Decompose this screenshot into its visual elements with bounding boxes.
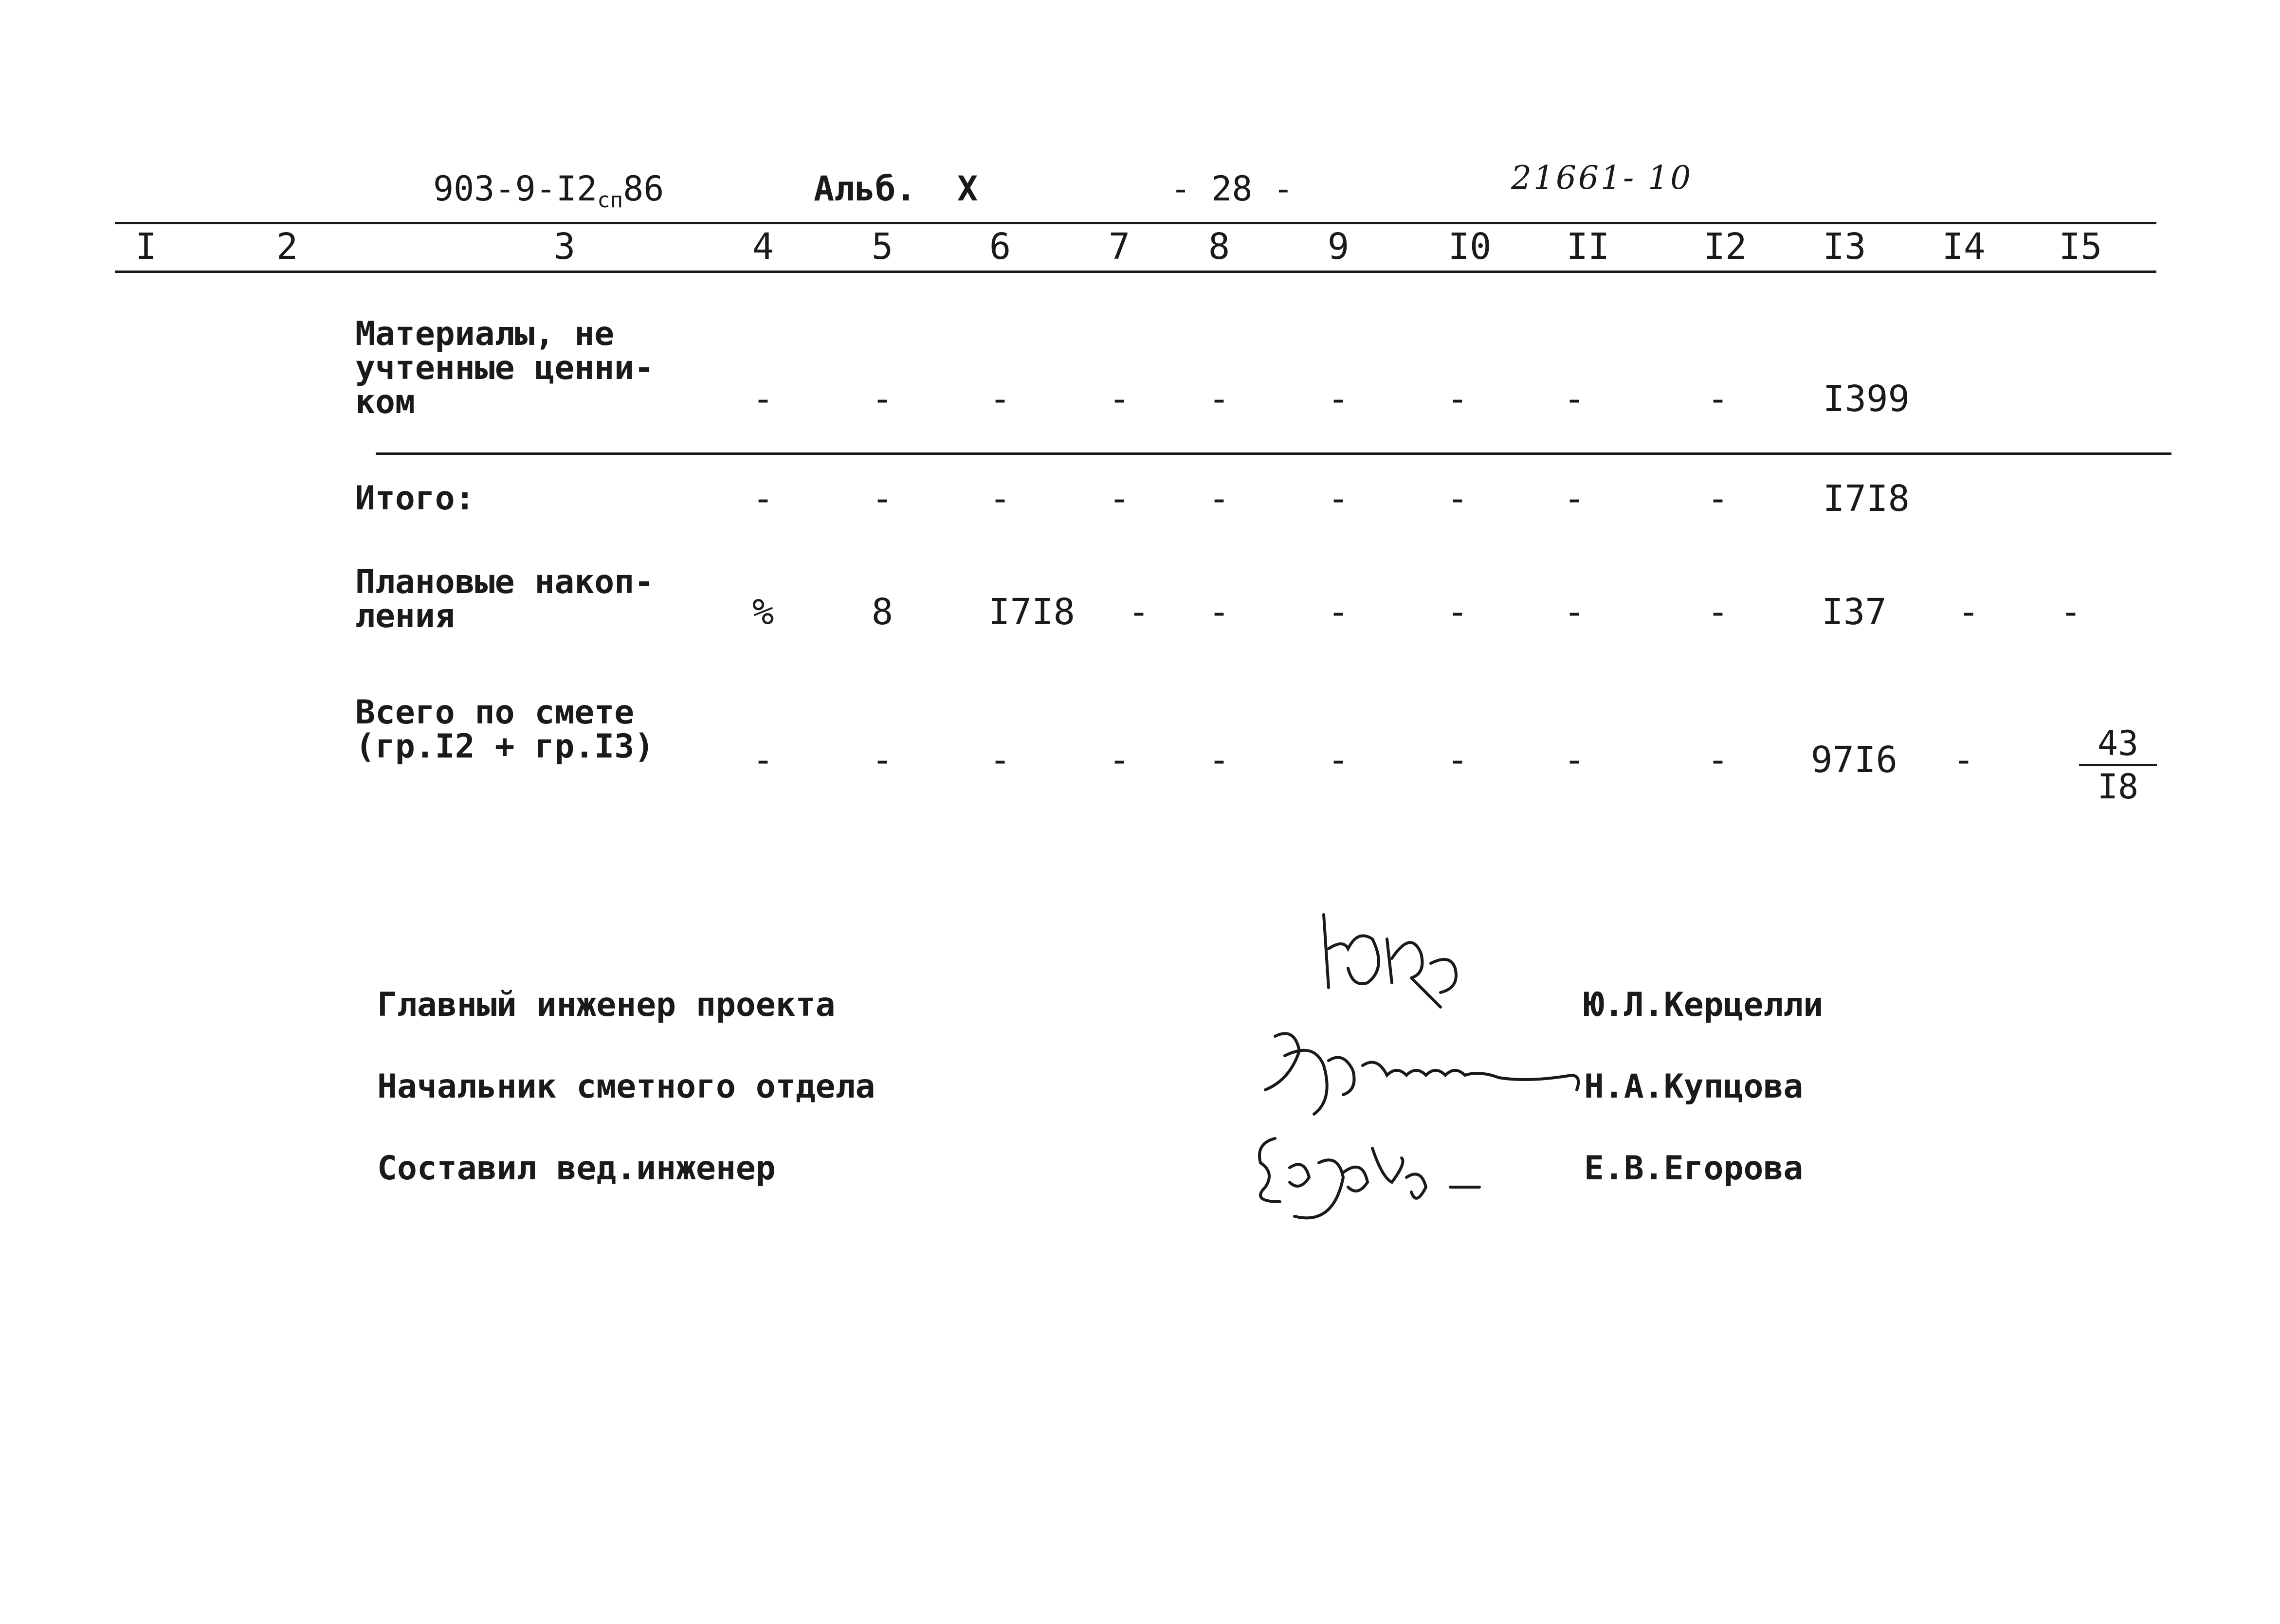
- page-number: - 28 -: [1170, 169, 1294, 209]
- table-cell: -: [1108, 478, 1131, 520]
- table-cell: -: [1563, 478, 1586, 520]
- signature-name-kertselli: Ю.Л.Керцелли: [1584, 986, 1824, 1024]
- table-cell: -: [871, 478, 894, 520]
- table-cell: -: [2060, 591, 2082, 633]
- table-cell: -: [1707, 591, 1729, 633]
- table-cell: -: [1707, 478, 1729, 520]
- column-header-11: II: [1566, 226, 1610, 268]
- table-cell: %: [752, 591, 774, 633]
- column-header-6: 6: [989, 226, 1011, 268]
- column-header-3: 3: [553, 226, 576, 268]
- fraction-numerator: 43: [2097, 723, 2139, 763]
- document-code-subscript: сп: [597, 188, 623, 213]
- row-separator-rule: [376, 452, 2171, 455]
- fraction-cell: [2079, 725, 2157, 805]
- table-cell: -: [989, 739, 1011, 781]
- table-cell: -: [1208, 378, 1230, 420]
- column-header-10: I0: [1448, 226, 1492, 268]
- column-header-4: 4: [752, 226, 774, 268]
- table-cell: -: [1327, 378, 1350, 420]
- table-cell: -: [1707, 739, 1729, 781]
- table-cell: -: [1563, 591, 1586, 633]
- table-cell: -: [1208, 478, 1230, 520]
- handwritten-signature-3: [1246, 1119, 1479, 1226]
- album-number: Альб. X: [814, 169, 978, 209]
- fraction-denominator: I8: [2097, 767, 2139, 807]
- document-code-prefix: 903-9-I2: [433, 169, 598, 209]
- signature-title-lead-engineer: Составил вед.инженер: [377, 1149, 776, 1188]
- row-label-estimate-total: Всего по смете (гр.I2 + гр.I3): [355, 693, 655, 766]
- table-cell: I37: [1822, 591, 1887, 633]
- table-cell: -: [752, 739, 774, 781]
- fraction-bar: [2079, 764, 2157, 766]
- document-code: [433, 171, 664, 218]
- handwritten-signature-2: [1256, 1022, 1587, 1119]
- column-header-15: I5: [2059, 226, 2102, 268]
- table-cell: 97I6: [1810, 739, 1898, 781]
- column-header-13: I3: [1823, 226, 1866, 268]
- row-label-total: Итого:: [355, 479, 475, 518]
- table-cell: -: [871, 739, 894, 781]
- table-cell: -: [1446, 478, 1469, 520]
- signature-name-kuptsova: Н.А.Купцова: [1584, 1067, 1804, 1106]
- document-code-suffix: 86: [623, 169, 664, 209]
- table-cell: -: [1446, 739, 1469, 781]
- column-header-7: 7: [1108, 226, 1131, 268]
- table-cell: -: [1108, 739, 1131, 781]
- table-cell: -: [1208, 739, 1230, 781]
- table-cell: -: [989, 478, 1011, 520]
- column-header-1: I: [135, 226, 157, 268]
- table-cell: -: [1707, 378, 1729, 420]
- table-cell: -: [1563, 739, 1586, 781]
- column-header-8: 8: [1208, 226, 1230, 268]
- signature-title-estimate-head: Начальник сметного отдела: [377, 1067, 876, 1106]
- table-cell: -: [989, 378, 1011, 420]
- row-label-planned-savings: Плановые накоп- ления: [355, 563, 655, 635]
- table-cell: -: [1327, 591, 1350, 633]
- signature-name-egorova: Е.В.Егорова: [1584, 1149, 1804, 1188]
- table-cell: I399: [1823, 378, 1910, 420]
- column-header-2: 2: [276, 226, 298, 268]
- signature-title-chief-engineer: Главный инженер проекта: [377, 986, 836, 1024]
- table-cell: -: [1957, 591, 1980, 633]
- handwritten-number: 21661- 10: [1511, 159, 1693, 197]
- column-header-5: 5: [871, 226, 894, 268]
- column-header-14: I4: [1942, 226, 1986, 268]
- table-cell: -: [1108, 378, 1131, 420]
- table-cell: -: [1446, 591, 1469, 633]
- table-cell: -: [1327, 739, 1350, 781]
- handwritten-signature-1: [1314, 910, 1489, 1022]
- table-cell: 8: [871, 591, 894, 633]
- table-cell: -: [1208, 591, 1230, 633]
- table-cell: -: [752, 378, 774, 420]
- table-header-bottom-rule: [115, 271, 2156, 273]
- column-header-12: I2: [1703, 226, 1747, 268]
- table-cell: I7I8: [1823, 478, 1910, 520]
- table-cell: -: [1446, 378, 1469, 420]
- column-header-9: 9: [1327, 226, 1350, 268]
- table-cell: -: [1327, 478, 1350, 520]
- row-label-materials: Материалы, не учтенные ценни- ком: [355, 315, 655, 421]
- table-cell: -: [1563, 378, 1586, 420]
- table-cell: -: [1952, 739, 1975, 781]
- table-cell: -: [871, 378, 894, 420]
- table-top-rule: [115, 222, 2156, 224]
- table-cell: -: [1128, 591, 1150, 633]
- table-cell: -: [752, 478, 774, 520]
- table-cell: I7I8: [988, 591, 1076, 633]
